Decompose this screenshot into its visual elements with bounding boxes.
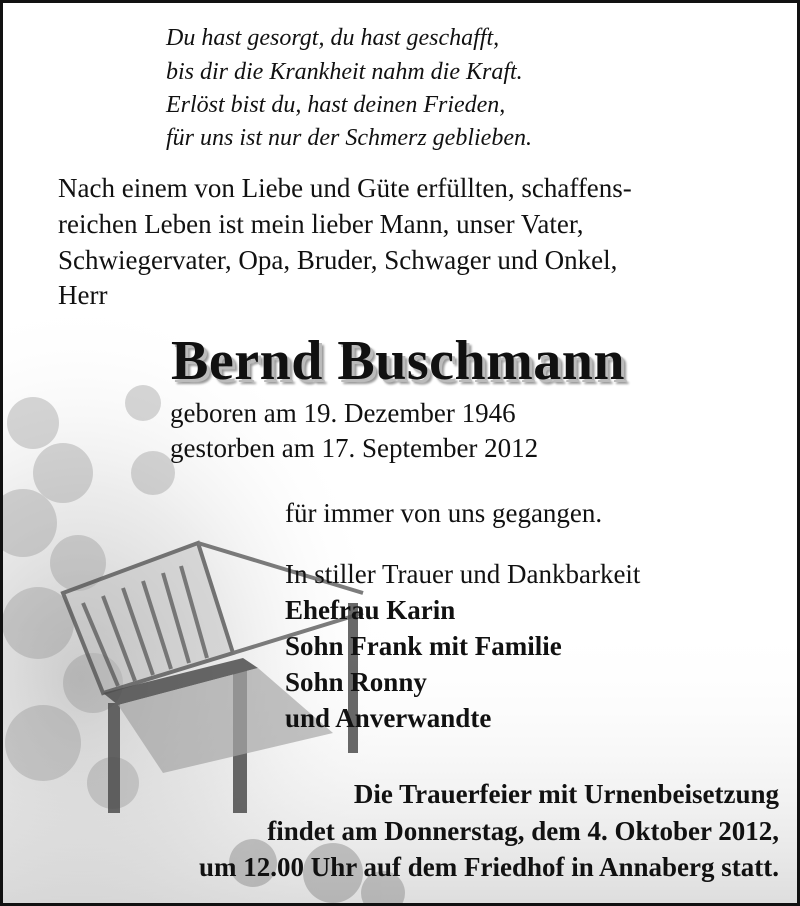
intro-line: reichen Leben ist mein lieber Mann, unser Vater,	[58, 209, 584, 239]
poem-line: für uns ist nur der Schmerz geblieben.	[166, 125, 532, 151]
intro-line: Schwiegervater, Opa, Bruder, Schwager und Onkel,	[58, 245, 618, 275]
mourner: Sohn Frank mit Familie	[285, 631, 562, 661]
mourner: Ehefrau Karin	[285, 595, 456, 625]
intro-line: Herr	[58, 280, 108, 310]
deceased-name: Bernd Buschmann	[171, 330, 626, 392]
passed-text: für immer von uns gegangen.	[285, 498, 603, 528]
poem-line: Du hast gesorgt, du hast geschafft,	[166, 25, 500, 51]
funeral-line: um 12.00 Uhr auf dem Friedhof in Annaberg statt.	[198, 852, 779, 882]
intro-line: Nach einem von Liebe und Güte erfüllten, schaffens-	[58, 173, 632, 203]
funeral-line: Die Trauerfeier mit Urnenbeisetzung	[353, 779, 779, 809]
birth-date: geboren am 19. Dezember 1946	[170, 398, 516, 428]
poem-line: bis dir die Krankheit nahm die Kraft.	[166, 59, 523, 85]
death-date: gestorben am 17. September 2012	[170, 433, 539, 463]
poem-line: Erlöst bist du, hast deinen Frieden,	[166, 92, 506, 118]
mourner: Sohn Ronny	[285, 667, 427, 697]
funeral-line: findet am Donnerstag, dem 4. Oktober 2012,	[267, 816, 779, 846]
mourners-intro: In stiller Trauer und Dankbarkeit	[285, 559, 641, 589]
mourner: und Anverwandte	[285, 703, 492, 733]
